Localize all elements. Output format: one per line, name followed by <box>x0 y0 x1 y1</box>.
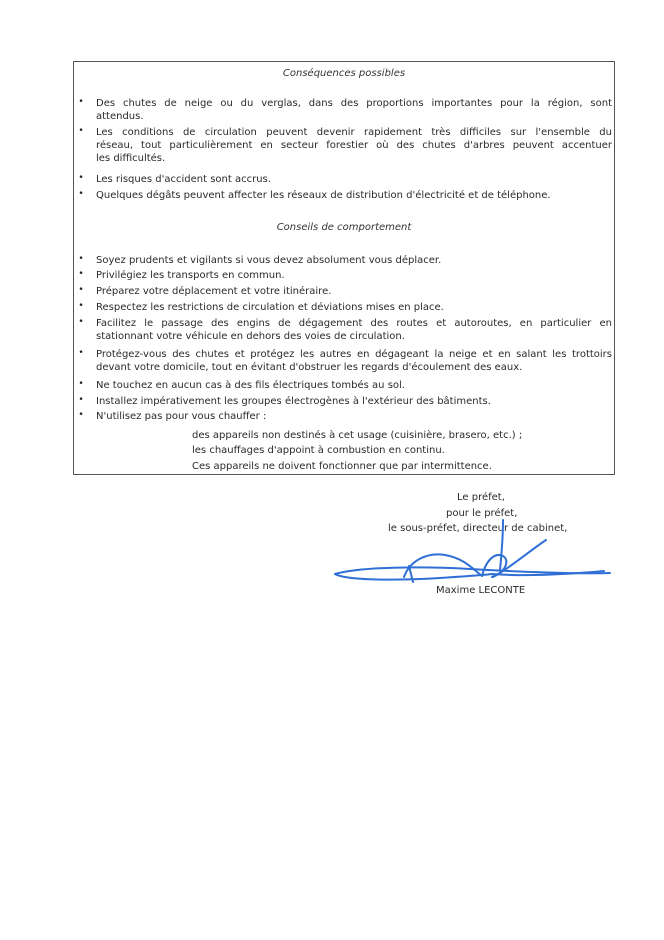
item-line: Protégez-vous des chutes et protégez les autres en dégageant la neige et en salant les trottoirs <box>96 349 612 360</box>
item-line: devant votre domicile, tout en évitant d'obstruer les regards d'écoulement des eaux. <box>96 362 523 373</box>
item-line: N'utilisez pas pour vous chauffer : <box>96 411 267 422</box>
bullet-icon: • <box>78 173 84 183</box>
item-line: Ne touchez en aucun cas à des fils électriques tombés au sol. <box>96 380 405 391</box>
advice-subitem-3: Ces appareils ne doivent fonctionner que par intermittence. <box>192 461 492 472</box>
signature-name: Maxime LECONTE <box>436 585 526 596</box>
bullet-icon: • <box>78 97 84 107</box>
item-line: Quelques dégâts peuvent affecter les réseaux de distribution d'électricité et de téléphone. <box>96 190 551 201</box>
advice-subitem-2: les chauffages d'appoint à combustion en continu. <box>192 445 445 456</box>
bullet-icon: • <box>78 269 84 279</box>
signature-line-pour-le-prefet: pour le préfet, <box>446 508 518 519</box>
bullet-icon: • <box>78 285 84 295</box>
item-line: stationnant votre véhicule en dehors des voies de circulation. <box>96 331 405 342</box>
item-line: attendus. <box>96 111 144 122</box>
item-line: Des chutes de neige ou du verglas, dans des proportions importantes pour la région, sont <box>96 98 612 109</box>
advice-item-5 <box>96 317 612 343</box>
signature-line-prefet: Le préfet, <box>457 492 505 503</box>
advice-item-3 <box>96 285 612 298</box>
bullet-icon: • <box>78 126 84 136</box>
advice-item-6 <box>96 348 612 374</box>
advice-item-1 <box>96 254 612 267</box>
bullet-icon: • <box>78 254 84 264</box>
item-line: Préparez votre déplacement et votre itinéraire. <box>96 286 332 297</box>
vigilance-box <box>73 61 615 475</box>
advice-subitem-1: des appareils non destinés à cet usage (cuisinière, brasero, etc.) ; <box>192 430 523 441</box>
item-line: Installez impérativement les groupes électrogènes à l'extérieur des bâtiments. <box>96 396 491 407</box>
bullet-icon: • <box>78 301 84 311</box>
advice-item-2 <box>96 269 612 282</box>
bullet-icon: • <box>78 379 84 389</box>
bullet-icon: • <box>78 410 84 420</box>
consequences-heading: Conséquences possibles <box>282 68 406 79</box>
item-line: Les conditions de circulation peuvent devenir rapidement très difficiles sur l'ensemble du <box>96 127 612 138</box>
consequence-item-1 <box>96 97 612 123</box>
item-line: Privilégiez les transports en commun. <box>96 270 285 281</box>
advice-item-4 <box>96 301 612 314</box>
consequence-item-3 <box>96 173 612 186</box>
item-line: Respectez les restrictions de circulation et déviations mises en place. <box>96 302 444 313</box>
consequence-item-2 <box>96 126 612 165</box>
item-line: Les risques d'accident sont accrus. <box>96 174 271 185</box>
advice-item-8 <box>96 395 612 408</box>
item-line: réseau, tout particulièrement en secteur forestier où des chutes d'arbres peuvent accentuer <box>96 140 612 151</box>
bullet-icon: • <box>78 395 84 405</box>
bullet-icon: • <box>78 189 84 199</box>
item-line: Facilitez le passage des engins de dégagement des routes et autoroutes, en particulier en <box>96 318 612 329</box>
signature-line-sous-prefet: le sous-préfet, directeur de cabinet, <box>388 523 568 534</box>
advice-item-7 <box>96 379 612 392</box>
bullet-icon: • <box>78 348 84 358</box>
item-line: Soyez prudents et vigilants si vous devez absolument vous déplacer. <box>96 255 442 266</box>
bullet-icon: • <box>78 317 84 327</box>
consequence-item-4 <box>96 189 612 202</box>
item-line: les difficultés. <box>96 153 166 164</box>
advice-item-9 <box>96 410 612 423</box>
advice-heading: Conseils de comportement <box>276 222 412 233</box>
